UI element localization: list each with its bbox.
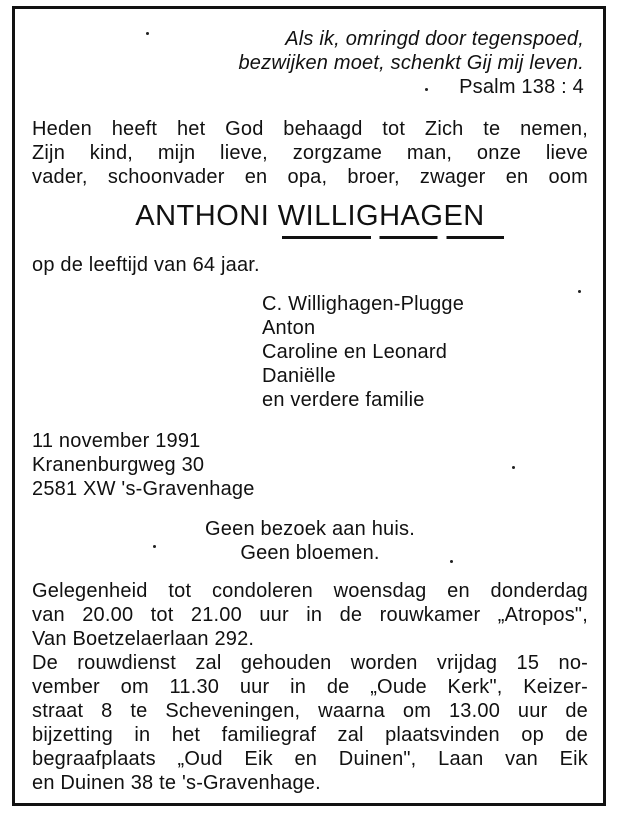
notice-no-flowers: Geen bloemen. bbox=[240, 542, 380, 564]
verse-line-1: Als ik, omringd door tegenspoed, bbox=[285, 28, 584, 50]
service-line-2: vember om 11.30 uur in de „Oude Kerk", Keizer- bbox=[32, 676, 588, 698]
condolence-line-1: Gelegenheid tot condoleren woensdag en donderdag bbox=[32, 580, 588, 602]
print-speck bbox=[146, 32, 149, 35]
notice-no-visit: Geen bezoek aan huis. bbox=[205, 518, 415, 540]
service-line-6: en Duinen 38 te 's-Gravenhage. bbox=[32, 772, 321, 794]
intro-line-3: vader, schoonvader en opa, broer, zwager en oom bbox=[32, 166, 588, 188]
family-line-3: Caroline en Leonard bbox=[262, 341, 448, 363]
deceased-name: ANTHONI WILLIGHAGEN bbox=[135, 200, 485, 232]
service-line-5: begraafplaats „Oud Eik en Duinen", Laan van Eik bbox=[32, 748, 588, 770]
intro-line-1: Heden heeft het God behaagd tot Zich te nemen, bbox=[32, 118, 588, 140]
print-speck bbox=[450, 560, 453, 563]
print-speck bbox=[512, 466, 515, 469]
age-line: op de leeftijd van 64 jaar. bbox=[32, 254, 260, 276]
street: Kranenburgweg 30 bbox=[32, 454, 205, 476]
condolence-line-2: van 20.00 tot 21.00 uur in de rouwkamer „Atropos", bbox=[32, 604, 588, 626]
name-underline bbox=[282, 236, 504, 239]
intro-line-2: Zijn kind, mijn lieve, zorgzame man, onze lieve bbox=[32, 142, 588, 164]
family-line-2: Anton bbox=[262, 317, 316, 339]
print-speck bbox=[425, 88, 428, 91]
service-line-3: straat 8 te Scheveningen, waarna om 13.00 uur de bbox=[32, 700, 588, 722]
print-speck bbox=[153, 545, 156, 548]
service-line-1: De rouwdienst zal gehouden worden vrijdag 15 no- bbox=[32, 652, 588, 674]
service-line-4: bijzetting in het familiegraf zal plaatsvinden op de bbox=[32, 724, 588, 746]
print-speck bbox=[578, 290, 581, 293]
date: 11 november 1991 bbox=[32, 430, 201, 452]
postcode-city: 2581 XW 's-Gravenhage bbox=[32, 478, 255, 500]
condolence-line-3: Van Boetzelaerlaan 292. bbox=[32, 628, 255, 650]
family-line-1: C. Willighagen-Plugge bbox=[262, 293, 465, 315]
verse-line-2: bezwijken moet, schenkt Gij mij leven. bbox=[238, 52, 584, 74]
family-line-4: Daniëlle bbox=[262, 365, 336, 387]
family-line-5: en verdere familie bbox=[262, 389, 425, 411]
verse-reference: Psalm 138 : 4 bbox=[459, 76, 584, 98]
